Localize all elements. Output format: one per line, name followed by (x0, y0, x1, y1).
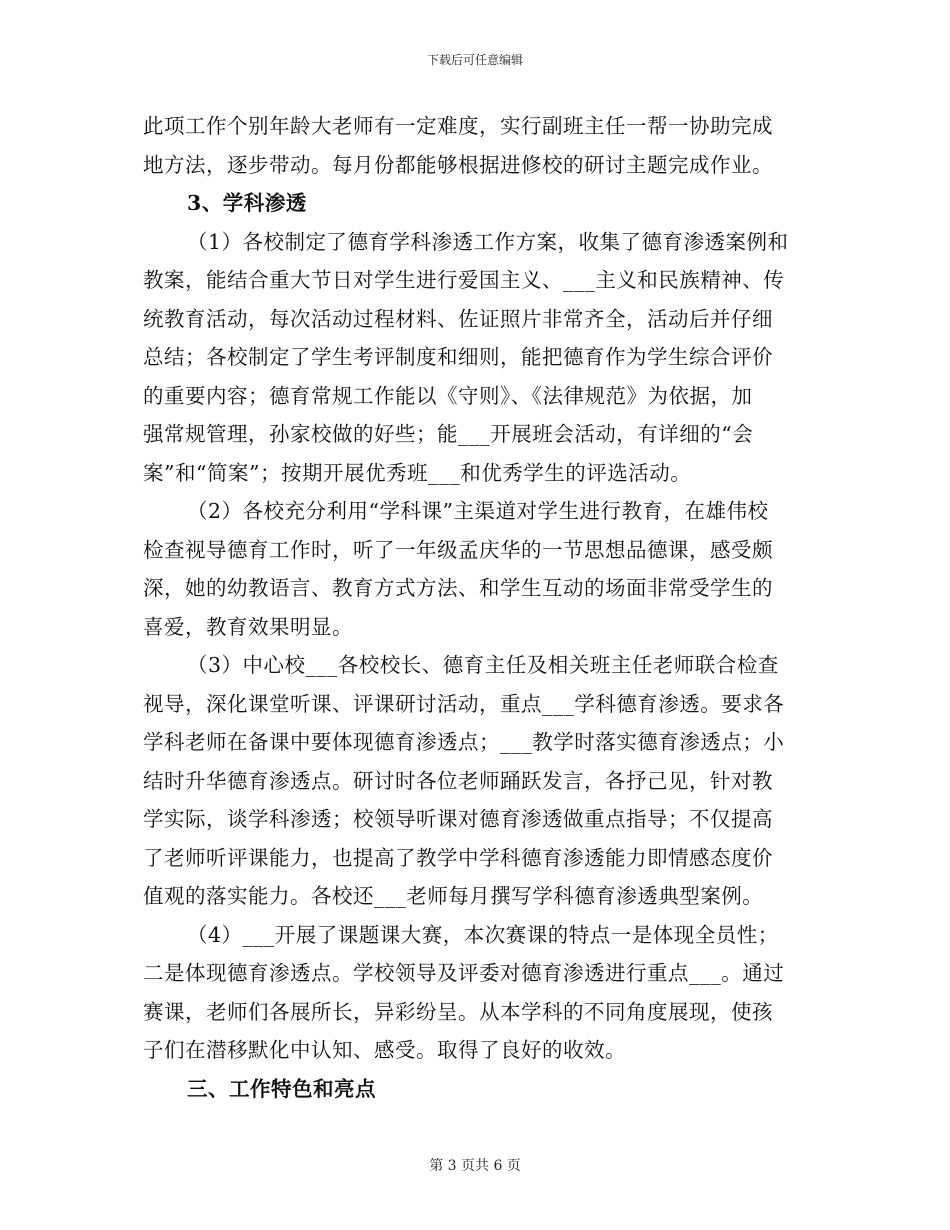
text-line: 子们在潜移默化中认知、感受。取得了良好的收效。 (143, 1038, 626, 1062)
text-line: 赛课，老师们各展所长，异彩纷呈。从本学科的不同角度展现，使孩 (143, 999, 773, 1024)
page-number: 第 3 页共 6 页 (429, 1158, 521, 1174)
text-line: 统教育活动，每次活动过程材料、佐证照片非常齐全，活动后并仔细 (143, 306, 773, 331)
text-line: 的重要内容；德育常规工作能以《守则》、《法律规范》为依据，加 (143, 383, 753, 408)
text-line: 了老师听评课能力，也提高了教学中学科德育渗透能力即情感态度价 (143, 845, 773, 870)
paragraph-start: （1）各校制定了德育学科渗透工作方案，收集了德育渗透案例和 (187, 229, 789, 254)
text-line: 此项工作个别年龄大老师有一定难度，实行副班主任一帮一协助完成 (143, 114, 773, 138)
paragraph-start: （3）中心校___各校校长、德育主任及相关班主任老师联合检查 (187, 653, 779, 677)
text-line: 视导，深化课堂听课、评课研讨活动，重点___学科德育渗透。要求各 (143, 691, 785, 716)
text-line: 值观的落实能力。各校还___老师每月撰写学科德育渗透典型案例。 (143, 884, 764, 908)
paragraph-start: （2）各校充分利用“学科课”主渠道对学生进行教育，在雄伟校 (187, 499, 769, 523)
text-line: 学科老师在备课中要体现德育渗透点；___教学时落实德育渗透点；小 (143, 730, 785, 754)
text-line: 结时升华德育渗透点。研讨时各位老师踊跃发言，各抒己见，针对教 (143, 768, 773, 793)
text-line: 二是体现德育渗透点。学校领导及评委对德育渗透进行重点___。通过 (143, 961, 785, 985)
text-line: 强常规管理，孙家校做的好些；能___开展班会活动，有详细的“会 (143, 422, 754, 446)
text-line: 教案，能结合重大节日对学生进行爱国主义、___主义和民族精神、传 (143, 268, 785, 292)
text-line: 深，她的幼教语言、教育方式方法、和学生互动的场面非常受学生的 (143, 576, 773, 600)
text-line: 地方法，逐步带动。每月份都能够根据进修校的研讨主题完成作业。 (143, 152, 773, 177)
section-heading: 3、学科渗透 (187, 191, 307, 215)
text-line: 总结；各校制定了学生考评制度和细则，能把德育作为学生综合评价 (143, 345, 773, 369)
page-header: 下载后可任意编辑 (426, 53, 523, 67)
text-line: 案”和“简案”；按期开展优秀班___和优秀学生的评选活动。 (143, 460, 692, 485)
text-line: 喜爱，教育效果明显。 (143, 614, 353, 639)
text-line: 学实际，谈学科渗透；校领导听课对德育渗透做重点指导；不仅提高 (143, 807, 773, 831)
section-heading: 三、工作特色和亮点 (187, 1076, 376, 1101)
document-body (143, 110, 819, 1111)
text-line: 检查视导德育工作时，听了一年级孟庆华的一节思想品德课，感受颇 (143, 537, 773, 562)
paragraph-start: （4）___开展了课题课大赛，本次赛课的特点一是体现全员性； (187, 922, 779, 947)
